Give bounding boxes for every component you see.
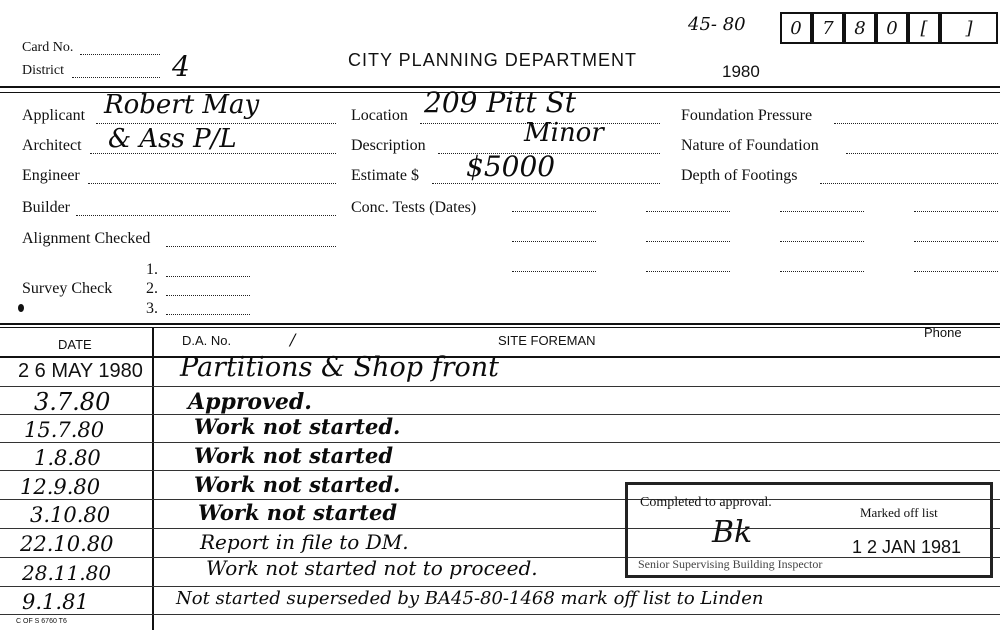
builder-label: Builder: [22, 199, 70, 216]
table-row-note: Work not started.: [194, 472, 401, 497]
table-row-date: 28.11.80: [22, 561, 112, 585]
punch-mark: [18, 304, 24, 312]
table-row-date: 15.7.80: [24, 418, 105, 442]
engineer-label: Engineer: [22, 167, 80, 184]
table-row-note: Report in file to DM.: [200, 530, 409, 554]
conc-date-line: [646, 241, 730, 242]
applicant-value: Robert May: [104, 90, 260, 120]
row-rule: [0, 470, 1000, 471]
table-row-note: Approved.: [188, 389, 312, 415]
nature-foundation-line: [846, 153, 998, 154]
ref-digit-6: ]: [940, 12, 998, 44]
conc-date-line: [512, 241, 596, 242]
conc-date-line: [914, 211, 998, 212]
row-rule: [0, 586, 1000, 587]
ref-digit-5: [: [908, 12, 940, 44]
nature-foundation-label: Nature of Foundation: [681, 137, 819, 154]
phone-header: Phone: [924, 325, 962, 340]
survey-line-1: [166, 276, 250, 277]
engineer-line: [88, 183, 336, 184]
completion-stamp: [625, 482, 993, 578]
survey-label: Survey Check: [22, 280, 113, 297]
location-value: 209 Pitt St: [424, 86, 576, 119]
conc-tests-label: Conc. Tests (Dates): [351, 199, 477, 216]
alignment-label: Alignment Checked: [22, 230, 151, 247]
table-top-rule: [0, 323, 1000, 325]
card-no-label: Card No.: [22, 40, 74, 55]
table-top-rule-thin: [0, 327, 1000, 328]
table-row-date: 1.8.80: [34, 446, 101, 470]
conc-date-line: [646, 271, 730, 272]
estimate-value: $5000: [466, 150, 556, 183]
foundation-pressure-label: Foundation Pressure: [681, 107, 813, 124]
district-value: 4: [172, 50, 190, 83]
description-label: Description: [351, 137, 426, 154]
table-row-date: 3.10.80: [30, 503, 111, 527]
survey-line-3: [166, 314, 250, 315]
conc-date-line: [914, 271, 998, 272]
ref-digit-4: 0: [876, 12, 908, 44]
estimate-line: [432, 183, 660, 184]
table-row-note: Work not started not to proceed.: [206, 556, 538, 580]
location-label: Location: [351, 107, 408, 124]
row-rule: [0, 614, 1000, 615]
stamp-signature: Bk: [712, 515, 753, 550]
survey-item-1: 1.: [146, 261, 158, 278]
foundation-pressure-line: [834, 123, 998, 124]
stamp-marked-off-text: Marked off list: [860, 505, 938, 520]
architect-value: & Ass P/L: [108, 124, 237, 154]
table-row-date: 12.9.80: [20, 475, 101, 499]
table-row-note: Work not started: [198, 500, 398, 525]
conc-date-line: [780, 271, 864, 272]
stamp-footer: Senior Supervising Building Inspector: [638, 557, 823, 571]
da-value: /: [290, 330, 296, 349]
foreman-header: SITE FOREMAN: [498, 333, 596, 348]
alignment-line: [166, 246, 336, 247]
survey-item-2: 2.: [146, 280, 158, 297]
row-rule: [0, 442, 1000, 443]
page-title: CITY PLANNING DEPARTMENT: [348, 50, 638, 70]
conc-date-line: [512, 271, 596, 272]
table-row-date: 9.1.81: [22, 590, 89, 614]
stamp-date: 1 2 JAN 1981: [852, 537, 962, 557]
date-column-divider: [152, 328, 154, 630]
architect-label: Architect: [22, 137, 82, 154]
year: 1980: [722, 62, 760, 81]
conc-date-line: [780, 241, 864, 242]
ref-digit-1: 0: [780, 12, 812, 44]
table-row-note: Work not started.: [194, 414, 401, 439]
builder-line: [76, 215, 336, 216]
ref-digit-3: 8: [844, 12, 876, 44]
conc-date-line: [646, 211, 730, 212]
estimate-label: Estimate $: [351, 167, 419, 184]
district-line: [72, 77, 160, 78]
table-row-date: 3.7.80: [34, 388, 111, 416]
ref-prefix: 45- 80: [688, 14, 746, 35]
table-row-date: 2 6 MAY 1980: [18, 360, 143, 382]
conc-date-line: [914, 241, 998, 242]
survey-item-3: 3.: [146, 300, 158, 317]
table-row-note: Partitions & Shop front: [180, 352, 500, 383]
applicant-label: Applicant: [22, 107, 86, 124]
stamp-completed-text: Completed to approval.: [640, 495, 772, 510]
description-value: Minor: [524, 118, 604, 148]
conc-date-line: [512, 211, 596, 212]
conc-date-line: [780, 211, 864, 212]
da-header: D.A. No.: [182, 333, 232, 348]
header-row-rule: [0, 356, 1000, 358]
table-row-note: Work not started: [194, 443, 394, 468]
depth-footings-line: [820, 183, 998, 184]
card-no-line: [80, 54, 160, 55]
depth-footings-label: Depth of Footings: [681, 167, 798, 184]
district-label: District: [22, 63, 64, 78]
row-rule: [0, 414, 1000, 415]
row-rule: [0, 386, 1000, 387]
survey-line-2: [166, 295, 250, 296]
date-header: DATE: [58, 337, 92, 352]
table-row-date: 22.10.80: [20, 532, 114, 556]
table-row-note: Not started superseded by BA45-80-1468 mark off list to Linden: [176, 588, 764, 609]
form-code: C OF S 6760 T6: [16, 618, 67, 625]
ref-digit-2: 7: [812, 12, 844, 44]
